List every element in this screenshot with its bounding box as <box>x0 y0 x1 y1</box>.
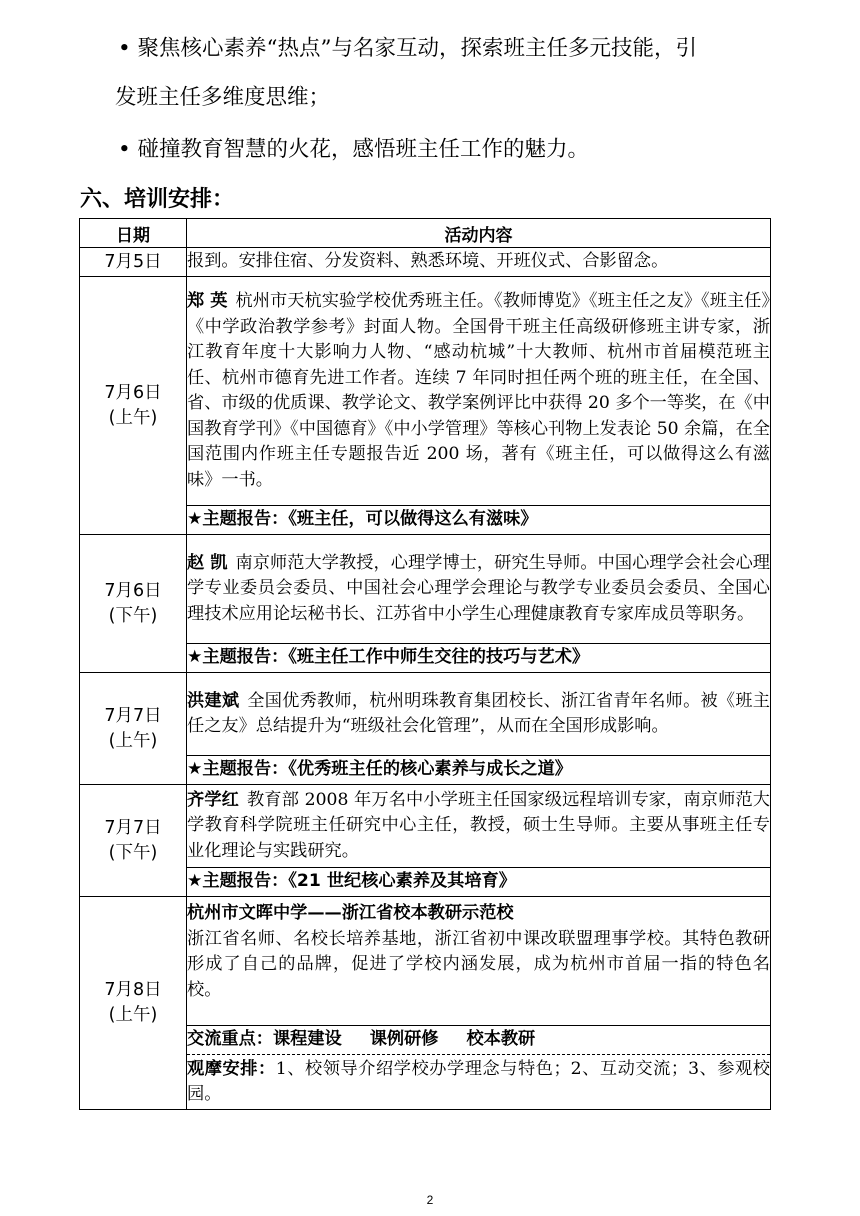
arrangement-text: 1、校领导介绍学校办学理念与特色；2、互动交流；3、参观校园。 <box>187 1058 770 1104</box>
speaker-bio: 杭州市天杭实验学校优秀班主任。《教师博览》《班主任之友》《班主任》《中学政治教学参考》封面人物。全国骨干班主任高级研修班主讲专家，浙江教育年度十大影响力人物、“感动杭城”十大教师、杭州市首届模范班主任、杭州市德育先进工作者。连续 7 年同时担任两个班的班主任，在全国、省、市级的优质课、教学论文、教学案例评比中获得 20 多个一等奖，在《中国教育学刊》《中国德育》《中小学管理》等核心刊物上发表论 50 余篇，在全国范围内作班主任专题报告近 200 场，著有《班主任，可以做得这么有滋味》一书。 <box>187 291 771 490</box>
table-row <box>80 673 771 756</box>
header-date: 日期 <box>80 219 187 248</box>
date-cell <box>80 785 187 897</box>
bullet-list <box>115 26 778 176</box>
period-text: (下午) <box>108 842 158 863</box>
date-cell <box>80 673 187 785</box>
school-name: 杭州市文晖中学——浙江省校本教研示范校 <box>187 903 514 923</box>
speaker-bio: 教育部 2008 年万名中小学班主任国家级远程培训专家，南京师范大学教育科学院班主任研究中心主任，教授，硕士生导师。主要从事班主任专业化理论与实践研究。 <box>187 789 770 861</box>
date-text: 7月7日 <box>104 705 162 726</box>
speaker-cell <box>187 785 771 868</box>
bullet-item-continuation: 发班主任多维度思维； <box>115 85 331 110</box>
bullet-item: • 聚焦核心素养“热点”与名家互动，探索班主任多元技能，引 <box>118 36 698 61</box>
speaker-name: 郑 英 <box>187 291 228 311</box>
focus-item: 课例研修 <box>369 1029 439 1050</box>
date-text: 7月8日 <box>104 980 162 1000</box>
arrangement-label: 观摩安排： <box>187 1058 276 1079</box>
page-number: 2 <box>426 1193 434 1207</box>
focus-cell <box>187 1026 771 1055</box>
focus-item: 课程建设 <box>272 1029 342 1050</box>
speaker-name: 洪建斌 <box>187 690 240 711</box>
school-cell <box>187 897 771 1026</box>
table-row <box>80 248 771 277</box>
header-content: 活动内容 <box>187 219 771 248</box>
table-row <box>80 897 771 1026</box>
content-cell: 报到。安排住宿、分发资料、熟悉环境、开班仪式、合影留念。 <box>187 248 771 277</box>
speaker-cell <box>187 673 771 756</box>
table-row <box>80 785 771 868</box>
speaker-name: 齐学红 <box>187 789 240 810</box>
section-title: 六、培训安排： <box>80 187 235 212</box>
date-cell <box>80 897 187 1110</box>
topic-cell: ★主题报告：《21 世纪核心素养及其培育》 <box>187 868 771 897</box>
period-text: (上午) <box>108 1005 158 1025</box>
table-row <box>80 535 771 644</box>
date-cell <box>80 277 187 535</box>
bullet-item: • 碰撞教育智慧的火花，感悟班主任工作的魅力。 <box>118 137 590 162</box>
arrangement-cell <box>187 1055 771 1110</box>
speaker-bio: 全国优秀教师，杭州明珠教育集团校长、浙江省青年名师。被《班主任之友》总结提升为“班级社会化管理”，从而在全国形成影响。 <box>187 690 770 736</box>
focus-item: 校本教研 <box>466 1029 536 1050</box>
speaker-bio: 南京师范大学教授，心理学博士，研究生导师。中国心理学会社会心理学专业委员会委员、中国社会心理学会理论与教学专业委员会委员、全国心理技术应用论坛秘书长、江苏省中小学生心理健康教育专家库成员等职务。 <box>187 552 770 624</box>
date-text: 7月6日 <box>104 382 162 403</box>
topic-cell: ★主题报告：《优秀班主任的核心素养与成长之道》 <box>187 756 771 785</box>
topic-cell: ★主题报告：《班主任工作中师生交往的技巧与艺术》 <box>187 644 771 673</box>
date-text: 7月7日 <box>104 817 162 838</box>
date-text: 7月6日 <box>104 580 162 601</box>
topic-cell: ★主题报告：《班主任，可以做得这么有滋味》 <box>187 506 771 535</box>
period-text: (上午) <box>108 730 158 751</box>
speaker-cell <box>187 277 771 506</box>
schedule-table <box>79 218 771 1110</box>
table-header-row <box>80 219 771 248</box>
speaker-cell <box>187 535 771 644</box>
speaker-name: 赵 凯 <box>187 552 228 573</box>
focus-label: 交流重点： <box>187 1029 273 1050</box>
period-text: (上午) <box>108 407 158 428</box>
date-cell <box>80 535 187 673</box>
table-row <box>80 277 771 506</box>
date-cell: 7月5日 <box>80 248 187 277</box>
school-description: 浙江省名师、名校长培养基地，浙江省初中课改联盟理事学校。其特色教研形成了自己的品牌，促进了学校内涵发展，成为杭州市首届一指的特色名校。 <box>187 928 770 1000</box>
period-text: (下午) <box>108 605 158 626</box>
